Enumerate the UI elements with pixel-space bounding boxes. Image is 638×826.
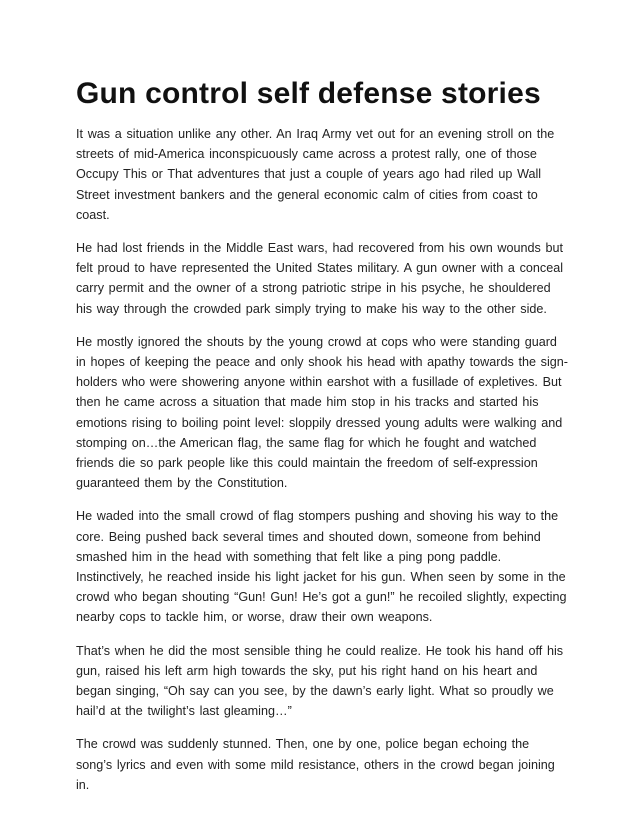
paragraph-3: He mostly ignored the shouts by the young crowd at cops who were standing guard in hopes of keeping the peace and only shook his head with apathy towards the sign-holders who were showering anyone within earshot with a fusillade of expletives. But then he came across a situation that made him stop in his tracks and started his emotions rising to boiling point level: sloppily dressed young adults were walking and stomping on…the American flag, the same flag for which he fought and watched friends die so park people like this could maintain the freedom of self-expression guaranteed them by the Constitution. [76,334,568,491]
paragraph-5: That’s when he did the most sensible thing he could realize. He took his hand off his gun, raised his left arm high towards the sky, put his right hand on his heart and began singing, “Oh say can you see, by the dawn’s early light. What so proudly we hail’d at the twilight’s last gleaming…” [76,643,564,719]
paragraph-6: The crowd was suddenly stunned. Then, one by one, police began echoing the song’s lyrics and even with some mild resistance, others in the crowd began joining in. [76,737,555,792]
paragraph-1: It was a situation unlike any other. An Iraq Army vet out for an evening stroll on the streets of mid-America inconspicuously came across a protest rally, one of those Occupy This or That adventures that just a couple of years ago had riled up Wall Street investment bankers and the general economic calm of cities from coast to coast. [76,127,555,222]
document-page [76,76,568,808]
document-title: Gun control self defense stories [76,77,541,110]
paragraph-4: He waded into the small crowd of flag stompers pushing and shoving his way to the core. Being pushed back several times and shouted down, someone from behind smashed him in the head with something that felt like a ping pong paddle. Instinctively, he reached inside his light jacket for his gun. When seen by some in the crowd who began shouting “Gun! Gun! He’s got a gun!” he recoiled slightly, expecting nearby cops to tackle him, or worse, draw their own weapons. [76,509,567,625]
paragraph-2: He had lost friends in the Middle East wars, had recovered from his own wounds but felt proud to have represented the United States military. A gun owner with a conceal carry permit and the owner of a strong patriotic stripe in his psyche, he shouldered his way through the crowded park simply trying to make his way to the other side. [76,241,564,316]
